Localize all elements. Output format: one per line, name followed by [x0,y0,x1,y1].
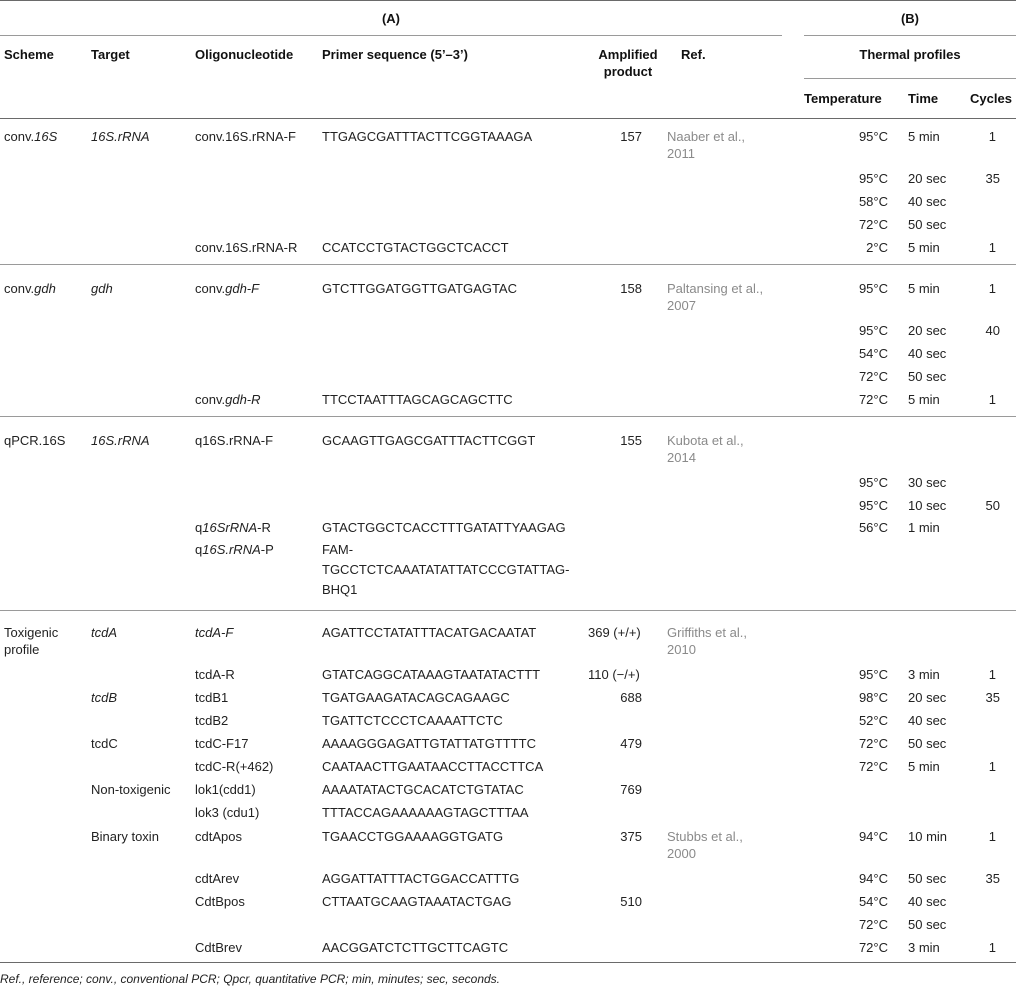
table-footnote: Ref., reference; conv., conventional PCR; Qpcr, quantitative PCR; min, minutes; sec, seconds. [0,972,501,986]
col-cycles: Cycles [970,91,1012,106]
sequence-cell-line2: TGCCTCTCAAATATATTATCCCGTATTAG- [322,562,570,577]
product-cell: 110 (−/+) [588,667,640,682]
section-rule-1 [0,264,1016,265]
cycles-cell: 1 [988,392,996,407]
sequence-cell: GTCTTGGATGGTTGATGAGTAC [322,281,517,296]
cycles-cell: 35 [985,171,1000,186]
time-cell: 3 min [908,940,940,955]
sequence-cell: TGATGAAGATACAGCAGAAGC [322,690,510,705]
time-cell: 50 sec [908,217,947,232]
ref-cell: Paltansing et al., [667,281,764,296]
oligo-cell: tcdA-F [195,625,234,640]
oligo-cell: tcdB1 [195,690,229,705]
time-cell: 50 sec [908,871,947,886]
oligo-cell: q16SrRNA-R [195,520,271,535]
time-cell: 50 sec [908,369,947,384]
sequence-cell: AAAATATACTGCACATCTGTATAC [322,782,524,797]
oligo-cell: tcdC-R(+462) [195,759,274,774]
product-cell: 688 [620,690,642,705]
temp-cell: 72°C [858,940,888,955]
ref-cell: Griffiths et al., [667,625,747,640]
time-cell: 50 sec [908,736,947,751]
temp-cell: 72°C [858,736,888,751]
temp-cell: 95°C [858,129,888,144]
ref-cell: Naaber et al., [667,129,746,144]
temp-cell: 94°C [858,871,888,886]
cycles-cell: 1 [988,940,996,955]
col-target: Target [91,47,130,62]
target-cell: Binary toxin [91,829,159,844]
scheme-cell: conv.16S [4,129,58,144]
product-cell: 155 [620,433,642,448]
product-cell: 510 [620,894,642,909]
product-cell: 375 [620,829,642,844]
oligo-cell: tcdB2 [195,713,229,728]
oligo-cell: lok1(cdd1) [195,782,256,797]
sequence-cell: GTACTGGCTCACCTTTGATATTYAAGAG [322,520,566,535]
time-cell: 30 sec [908,475,947,490]
target-cell: tcdC [91,736,118,751]
cycles-cell: 40 [985,323,1000,338]
cycles-cell: 1 [988,667,996,682]
ref-cell-year: 2000 [667,846,696,861]
target-cell: 16S.rRNA [91,433,150,448]
sequence-cell: GCAAGTTGAGCGATTTACTTCGGT [322,433,536,448]
temp-cell: 98°C [858,690,888,705]
col-amplified-2: product [603,64,653,79]
sequence-cell: AACGGATCTCTTGCTTCAGTC [322,940,509,955]
sequence-cell: CCATCCTGTACTGGCTCACCT [322,240,509,255]
temp-cell: 2°C [866,240,888,255]
temp-cell: 56°C [858,520,888,535]
oligo-cell: tcdA-R [195,667,235,682]
group-a-label: (A) [381,11,401,26]
col-time: Time [908,91,939,106]
section-rule-2 [0,416,1016,417]
time-cell: 1 min [908,520,940,535]
sequence-cell-line3: BHQ1 [322,582,358,597]
section-rule-3 [0,610,1016,611]
target-cell: Non-toxigenic [91,782,171,797]
product-cell: 369 (+/+) [588,625,641,640]
temp-cell: 54°C [858,346,888,361]
ref-cell-year: 2010 [667,642,696,657]
time-cell: 10 min [908,829,948,844]
oligo-cell: cdtApos [195,829,242,844]
scheme-cell-line2: profile [4,642,40,657]
ref-cell: Stubbs et al., [667,829,743,844]
bottom-rule [0,962,1016,963]
temp-cell: 95°C [858,475,888,490]
time-cell: 20 sec [908,171,947,186]
oligo-cell: conv.16S.rRNA-F [195,129,296,144]
col-oligonucleotide: Oligonucleotide [195,47,294,62]
cycles-cell: 1 [988,240,996,255]
ref-cell-year: 2007 [667,298,696,313]
col-ref: Ref. [681,47,706,62]
sequence-cell: TGAACCTGGAAAAGGTGATG [322,829,504,844]
temp-cell: 72°C [858,917,888,932]
header-bottom-rule [0,118,1016,119]
cycles-cell: 1 [988,281,996,296]
target-cell: gdh [91,281,113,296]
group-b-rule [804,35,1016,36]
col-scheme: Scheme [4,47,54,62]
oligo-cell: cdtArev [195,871,240,886]
cycles-cell: 1 [988,759,996,774]
temp-cell: 72°C [858,369,888,384]
sequence-cell: FAM- [322,542,354,557]
product-cell: 157 [620,129,642,144]
temp-cell: 72°C [858,392,888,407]
scheme-cell: Toxigenic [4,625,59,640]
time-cell: 5 min [908,129,940,144]
oligo-cell: conv.gdh-F [195,281,260,296]
target-cell: tcdB [91,690,118,705]
temp-cell: 52°C [858,713,888,728]
cycles-cell: 35 [985,871,1000,886]
oligo-cell: q16S.rRNA-P [195,542,274,557]
temp-cell: 72°C [858,217,888,232]
product-cell: 479 [620,736,642,751]
group-a-rule [0,35,782,36]
product-cell: 769 [620,782,642,797]
time-cell: 5 min [908,281,940,296]
oligo-cell: tcdC-F17 [195,736,249,751]
oligo-cell: CdtBrev [195,940,242,955]
sequence-cell: TTGAGCGATTTACTTCGGTAAAGA [322,129,533,144]
ref-cell: Kubota et al., [667,433,744,448]
ref-cell-year: 2011 [667,146,695,161]
group-b-label: (B) [900,11,920,26]
temp-cell: 72°C [858,759,888,774]
oligo-cell: lok3 (cdu1) [195,805,260,820]
oligo-cell: q16S.rRNA-F [195,433,274,448]
time-cell: 40 sec [908,894,947,909]
target-cell: tcdA [91,625,118,640]
time-cell: 20 sec [908,323,947,338]
sequence-cell: AGGATTATTTACTGGACCATTTG [322,871,520,886]
temp-cell: 54°C [858,894,888,909]
cycles-cell: 35 [985,690,1000,705]
time-cell: 5 min [908,392,940,407]
scheme-cell: conv.gdh [4,281,56,296]
product-cell: 158 [620,281,642,296]
temp-cell: 95°C [858,171,888,186]
temp-cell: 94°C [858,829,888,844]
sequence-cell: TTCCTAATTTAGCAGCAGCTTC [322,392,513,407]
temp-cell: 95°C [858,498,888,513]
temp-cell: 95°C [858,667,888,682]
time-cell: 40 sec [908,713,947,728]
time-cell: 40 sec [908,346,947,361]
temp-cell: 58°C [858,194,888,209]
thermal-subrule [804,78,1016,79]
time-cell: 20 sec [908,690,947,705]
temp-cell: 95°C [858,281,888,296]
sequence-cell: CTTAATGCAAGTAAATACTGAG [322,894,512,909]
time-cell: 5 min [908,759,940,774]
oligo-cell: CdtBpos [195,894,245,909]
oligo-cell: conv.gdh-R [195,392,261,407]
cycles-cell: 1 [988,829,996,844]
cycles-cell: 50 [985,498,1000,513]
target-cell: 16S.rRNA [91,129,150,144]
temp-cell: 95°C [858,323,888,338]
col-amplified-1: Amplified [598,47,658,62]
sequence-cell: TTTACCAGAAAAAAGTAGCTTTAA [322,805,529,820]
cycles-cell: 1 [988,129,996,144]
time-cell: 50 sec [908,917,947,932]
sequence-cell: TGATTCTCCCTCAAAATTCTC [322,713,503,728]
time-cell: 5 min [908,240,940,255]
sequence-cell: AGATTCCTATATTTACATGACAATAT [322,625,537,640]
top-rule [0,0,1016,1]
time-cell: 40 sec [908,194,947,209]
sequence-cell: AAAAGGGAGATTGTATTATGTTTTC [322,736,537,751]
sequence-cell: GTATCAGGCATAAAGTAATATACTTT [322,667,541,682]
col-temperature: Temperature [804,91,882,106]
time-cell: 10 sec [908,498,947,513]
col-primer-sequence: Primer sequence (5’–3’) [322,47,468,62]
sequence-cell: CAATAACTTGAATAACCTTACCTTCA [322,759,544,774]
scheme-cell: qPCR.16S [4,433,66,448]
col-thermal-profiles: Thermal profiles [859,47,961,62]
time-cell: 3 min [908,667,940,682]
oligo-cell: conv.16S.rRNA-R [195,240,298,255]
ref-cell-year: 2014 [667,450,696,465]
